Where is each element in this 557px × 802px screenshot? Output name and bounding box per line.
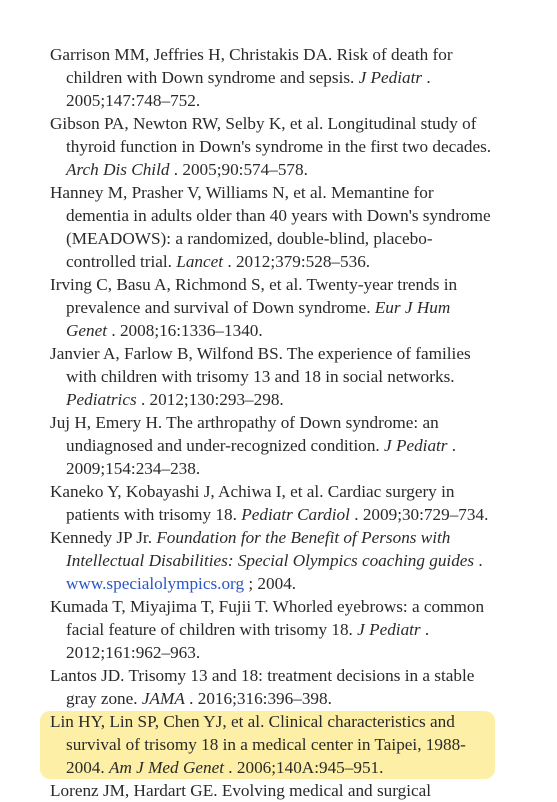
reference-line [0,135,557,158]
reference-line [0,664,557,687]
reference-line [0,457,557,480]
journal-title: Arch Dis Child [66,160,170,179]
journal-title: Pediatr Cardiol [241,505,350,524]
reference-text: prevalence and survival of Down syndrome. [66,298,375,317]
reference-text: . [447,436,457,455]
journal-title: Am J Med Genet [108,758,224,777]
reference-text: 2004. [66,758,109,777]
reference-text: patients with trisomy 18. [66,505,242,524]
journal-title: Genet [66,321,108,340]
reference-line [0,66,557,89]
reference-list [0,43,557,802]
reference-line [0,112,557,135]
reference-text: ; 2004. [244,574,297,593]
reference-text: Kumada T, Miyajima T, Fujii T. Whorled eyebrows: a common [50,597,485,616]
journal-title: J Pediatr [384,436,448,455]
reference-line [0,779,557,802]
reference-text: . [422,68,431,87]
reference-entry [0,112,557,181]
reference-text: with children with trisomy 13 and 18 in social networks. [66,367,455,386]
reference-entry [0,526,557,595]
reference-line [0,595,557,618]
reference-text: controlled trial. [66,252,177,271]
reference-line [0,342,557,365]
reference-text: . 2005;90:574–578. [169,160,308,179]
reference-line [0,250,557,273]
reference-text: 2009;154:234–238. [66,459,201,478]
reference-line [0,365,557,388]
reference-text: Gibson PA, Newton RW, Selby K, et al. Longitudinal study of [50,114,477,133]
reference-text: 2012;161:962–963. [66,643,201,662]
reference-line [0,687,557,710]
reference-text: . 2012;379:528–536. [223,252,371,271]
reference-entry [0,480,557,526]
reference-line [0,480,557,503]
journal-title: Foundation for the Benefit of Persons with [156,528,451,547]
reference-line [0,227,557,250]
reference-text: Garrison MM, Jeffries H, Christakis DA. Risk of death for [50,45,453,64]
journal-title: J Pediatr [357,620,421,639]
reference-entry [0,273,557,342]
reference-entry-highlighted [0,710,557,779]
reference-line [0,181,557,204]
journal-title: Lancet [176,252,224,271]
reference-entry [0,181,557,273]
reference-line [0,43,557,66]
reference-line [0,89,557,112]
reference-line [0,273,557,296]
reference-text: Kennedy JP Jr. [50,528,157,547]
reference-text: Lorenz JM, Hardart GE. Evolving medical and surgical [50,781,432,800]
reference-entry [0,342,557,411]
reference-text: 2005;147:748–752. [66,91,201,110]
reference-line [0,434,557,457]
reference-text: Janvier A, Farlow B, Wilfond BS. The experience of families [50,344,471,363]
reference-text: survival of trisomy 18 in a medical center in Taipei, 1988- [66,735,466,754]
reference-text: Kaneko Y, Kobayashi J, Achiwa I, et al. Cardiac surgery in [50,482,455,501]
reference-line [0,572,557,595]
reference-line [0,503,557,526]
reference-line [0,549,557,572]
reference-entry [0,779,557,802]
journal-title: Pediatrics [66,390,137,409]
reference-text: Hanney M, Prasher V, Williams N, et al. Memantine for [50,183,434,202]
reference-entry [0,43,557,112]
reference-text: Juj H, Emery H. The arthropathy of Down syndrome: an [50,413,439,432]
journal-title: J Pediatr [358,68,423,87]
reference-line [0,296,557,319]
reference-line [0,204,557,227]
reference-text: Irving C, Basu A, Richmond S, et al. Twenty-year trends in [50,275,458,294]
reference-line [0,158,557,181]
reference-text: children with Down syndrome and sepsis. [66,68,359,87]
reference-line [0,526,557,549]
reference-text: undiagnosed and under-recognized condition. [66,436,385,455]
reference-text: facial feature of children with trisomy 18. [66,620,358,639]
journal-title: Eur J Hum [374,298,451,317]
reference-line [0,618,557,641]
reference-text: . 2006;140A:945–951. [223,758,384,777]
reference-link[interactable]: www.specialolympics.org [66,574,245,593]
reference-text: Lantos JD. Trisomy 13 and 18: treatment decisions in a stable [50,666,475,685]
reference-text: . [420,620,430,639]
reference-text: . 2008;16:1336–1340. [107,321,263,340]
journal-title: JAMA [141,689,185,708]
reference-entry [0,595,557,664]
reference-line [0,319,557,342]
reference-text: dementia in adults older than 40 years with Down's syndrome [66,206,491,225]
reference-text: thyroid function in Down's syndrome in the first two decades. [66,137,492,156]
reference-line [0,641,557,664]
reference-text: gray zone. [66,689,142,708]
reference-line [0,411,557,434]
reference-text: . 2016;316:396–398. [184,689,332,708]
reference-text: . [474,551,483,570]
reference-text: . 2012;130:293–298. [136,390,284,409]
reference-entry [0,664,557,710]
reference-text: (MEADOWS): a randomized, double-blind, placebo- [66,229,433,248]
journal-title: Intellectual Disabilities: Special Olympics coaching guides [66,551,475,570]
reference-text: . 2009;30:729–734. [349,505,489,524]
reference-entry [0,411,557,480]
reference-text: Lin HY, Lin SP, Chen YJ, et al. Clinical characteristics and [50,712,455,731]
reference-line [0,388,557,411]
